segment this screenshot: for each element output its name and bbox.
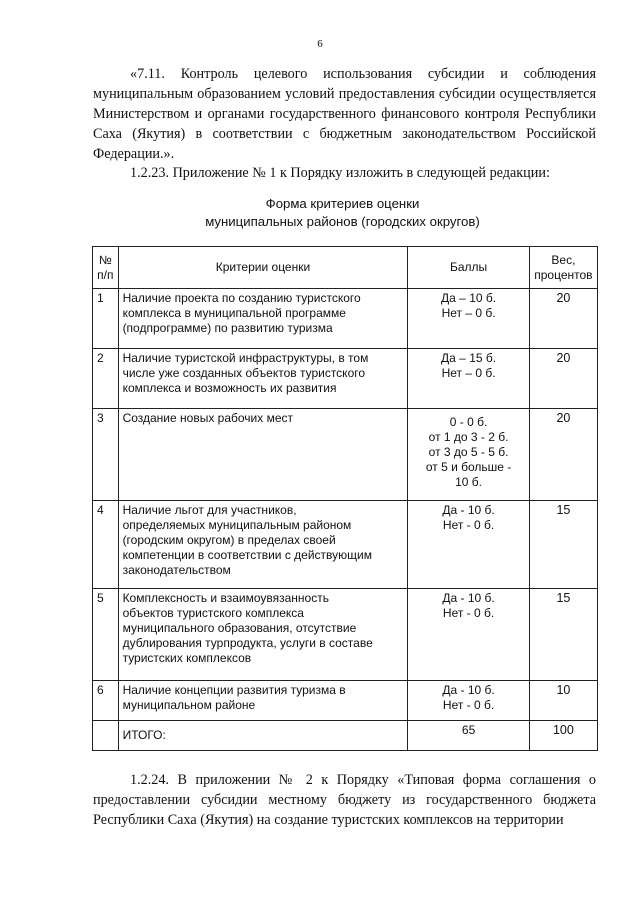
criteria-table	[92, 246, 598, 751]
total-num	[93, 721, 119, 751]
row-num: 4	[93, 501, 119, 589]
page-number: 6	[317, 38, 323, 50]
table-row	[93, 289, 598, 349]
row-criterion: Комплексность и взаимоувязанность объектов туристского комплекса муниципального образования, отсутствие дублирования турпродукта, услуги в составе туристских комплексов	[118, 589, 408, 681]
row-weight: 20	[529, 289, 597, 349]
row-criterion: Наличие туристской инфраструктуры, в том числе уже созданных объектов туристского комплекса и возможность их развития	[118, 349, 408, 409]
row-criterion: Наличие концепции развития туризма в муниципальном районе	[118, 681, 408, 721]
row-num: 6	[93, 681, 119, 721]
row-num: 5	[93, 589, 119, 681]
table-row	[93, 409, 598, 501]
paragraph-7-11: «7.11. Контроль целевого использования субсидии и соблюдения муниципальным образованием условий предоставления субсидии осуществляется Министерством и органами государственного финансового контроля Республики Саха (Якутия) в соответствии с бюджетным законодательством Российской Федерации.».	[93, 66, 596, 162]
row-criterion: Создание новых рабочих мест	[118, 409, 408, 501]
row-criterion: Наличие проекта по созданию туристского комплекса в муниципальной программе (подпрограмме) по развитию туризма	[118, 289, 408, 349]
paragraph-1-2-23: 1.2.23. Приложение № 1 к Порядку изложить в следующей редакции:	[130, 165, 550, 181]
row-weight: 20	[529, 409, 597, 501]
row-criterion: Наличие льгот для участников, определяемых муниципальным районом (городским округом) в пределах своей компетенции в соответствии с действующим законодательством	[118, 501, 408, 589]
table-row	[93, 349, 598, 409]
row-num: 2	[93, 349, 119, 409]
total-label: ИТОГО:	[118, 721, 408, 751]
row-weight: 20	[529, 349, 597, 409]
form-title	[0, 195, 640, 231]
table-total-row	[93, 721, 598, 751]
row-weight: 10	[529, 681, 597, 721]
row-score: Да – 15 б. Нет – 0 б.	[408, 349, 529, 409]
row-score: Да - 10 б. Нет - 0 б.	[408, 589, 529, 681]
table-header-row	[93, 247, 598, 289]
row-score: Да - 10 б. Нет - 0 б.	[408, 681, 529, 721]
row-num: 3	[93, 409, 119, 501]
header-score: Баллы	[408, 247, 529, 289]
table-row	[93, 589, 598, 681]
total-weight: 100	[529, 721, 597, 751]
row-weight: 15	[529, 501, 597, 589]
table-row	[93, 501, 598, 589]
header-criterion: Критерии оценки	[118, 247, 408, 289]
row-weight: 15	[529, 589, 597, 681]
row-score: 0 - 0 б. от 1 до 3 - 2 б. от 3 до 5 - 5 б. от 5 и больше - 10 б.	[408, 409, 529, 501]
row-num: 1	[93, 289, 119, 349]
header-weight: Вес, процентов	[529, 247, 597, 289]
form-title-line-1: Форма критериев оценки	[265, 196, 420, 211]
paragraph-1-2-24: 1.2.24. В приложении № 2 к Порядку «Типовая форма соглашения о предоставлении субсидии местному бюджету из государственного бюджета Республики Саха (Якутия) на создание туристских комплексов на территории	[93, 772, 596, 828]
total-score: 65	[408, 721, 529, 751]
row-score: Да – 10 б. Нет – 0 б.	[408, 289, 529, 349]
table-row	[93, 681, 598, 721]
header-num: № п/п	[93, 247, 119, 289]
row-score: Да - 10 б. Нет - 0 б.	[408, 501, 529, 589]
form-title-line-2: муниципальных районов (городских округов)	[205, 214, 480, 229]
